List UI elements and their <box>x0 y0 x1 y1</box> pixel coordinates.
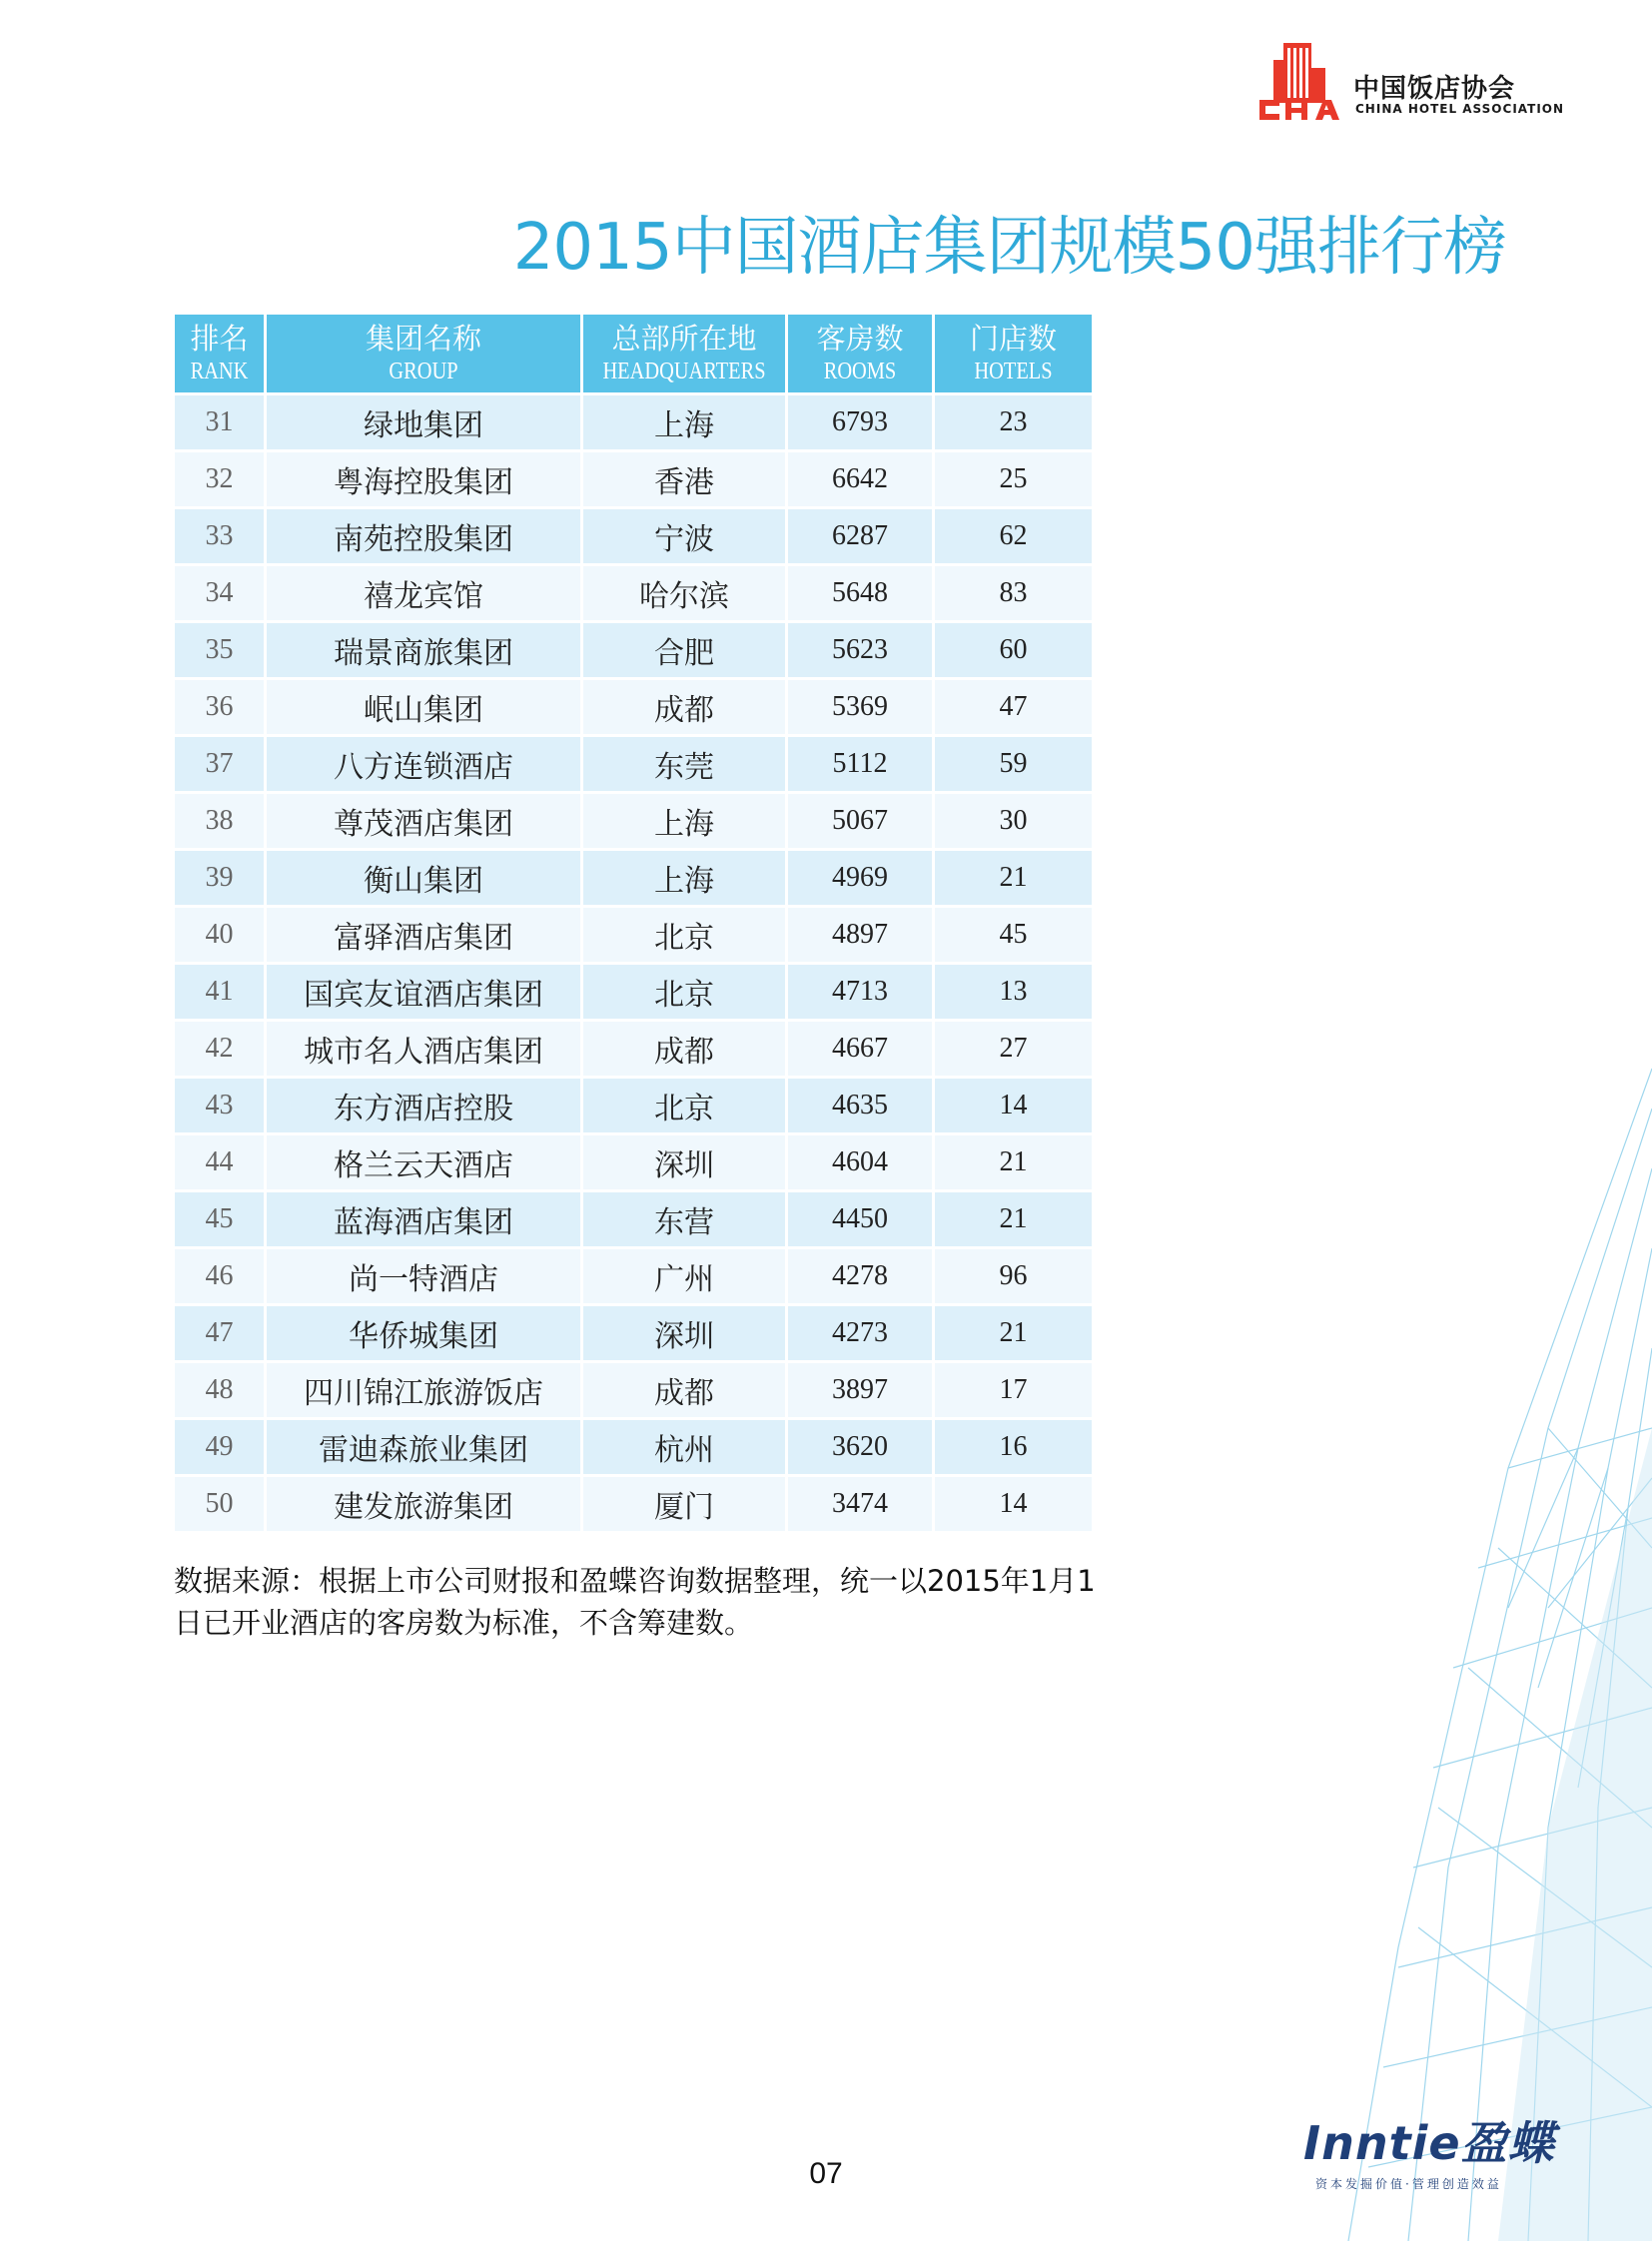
cell-rank: 46 <box>175 1249 264 1303</box>
cell-group: 绿地集团 <box>267 395 580 449</box>
cell-rank: 45 <box>175 1192 264 1246</box>
cell-rooms: 3897 <box>788 1363 932 1417</box>
cell-hotels: 30 <box>935 794 1092 848</box>
cell-headquarters: 上海 <box>583 851 785 905</box>
cell-rooms: 4635 <box>788 1079 932 1132</box>
cell-rank: 39 <box>175 851 264 905</box>
cell-group: 瑞景商旅集团 <box>267 623 580 677</box>
cell-rooms: 4450 <box>788 1192 932 1246</box>
cell-rank: 42 <box>175 1022 264 1076</box>
cell-hotels: 13 <box>935 965 1092 1019</box>
cell-group: 粤海控股集团 <box>267 452 580 506</box>
cell-group: 禧龙宾馆 <box>267 566 580 620</box>
cell-rank: 38 <box>175 794 264 848</box>
cell-headquarters: 上海 <box>583 395 785 449</box>
cell-headquarters: 成都 <box>583 1022 785 1076</box>
cell-rooms: 5648 <box>788 566 932 620</box>
cell-headquarters: 深圳 <box>583 1135 785 1189</box>
table-header-row <box>175 315 1092 392</box>
table-row <box>175 509 1092 563</box>
cell-group: 华侨城集团 <box>267 1306 580 1360</box>
cell-hotels: 59 <box>935 737 1092 791</box>
cell-rooms: 5369 <box>788 680 932 734</box>
building-illustration-icon <box>1248 1049 1652 2241</box>
cell-headquarters: 广州 <box>583 1249 785 1303</box>
cell-hotels: 21 <box>935 1192 1092 1246</box>
table-row <box>175 1420 1092 1474</box>
cell-rooms: 3620 <box>788 1420 932 1474</box>
cell-headquarters: 成都 <box>583 680 785 734</box>
cell-headquarters: 上海 <box>583 794 785 848</box>
cell-group: 八方连锁酒店 <box>267 737 580 791</box>
cell-group: 东方酒店控股 <box>267 1079 580 1132</box>
cell-rank: 31 <box>175 395 264 449</box>
cell-headquarters: 北京 <box>583 965 785 1019</box>
association-name-en: CHINA HOTEL ASSOCIATION <box>1355 102 1565 116</box>
table-row <box>175 395 1092 449</box>
cell-group: 尚一特酒店 <box>267 1249 580 1303</box>
table-row <box>175 1363 1092 1417</box>
cell-group: 建发旅游集团 <box>267 1477 580 1531</box>
table-row <box>175 737 1092 791</box>
cell-rooms: 4667 <box>788 1022 932 1076</box>
cell-rooms: 4278 <box>788 1249 932 1303</box>
cell-group: 岷山集团 <box>267 680 580 734</box>
header-group: 集团名称 GROUP <box>267 315 580 392</box>
header-rooms: 客房数 ROOMS <box>788 315 932 392</box>
table-row <box>175 965 1092 1019</box>
cell-hotels: 16 <box>935 1420 1092 1474</box>
cell-rank: 44 <box>175 1135 264 1189</box>
brand-name: Inntie盈蝶 <box>1303 2116 1555 2170</box>
cell-headquarters: 哈尔滨 <box>583 566 785 620</box>
table-row <box>175 1135 1092 1189</box>
table-row <box>175 1477 1092 1531</box>
cell-rank: 48 <box>175 1363 264 1417</box>
cell-hotels: 14 <box>935 1079 1092 1132</box>
cell-headquarters: 东莞 <box>583 737 785 791</box>
cell-rooms: 6287 <box>788 509 932 563</box>
cell-hotels: 14 <box>935 1477 1092 1531</box>
cell-rooms: 6793 <box>788 395 932 449</box>
cell-hotels: 96 <box>935 1249 1092 1303</box>
table-row <box>175 1249 1092 1303</box>
cell-rank: 34 <box>175 566 264 620</box>
cell-group: 国宾友谊酒店集团 <box>267 965 580 1019</box>
ranking-table <box>172 312 1095 1534</box>
cell-rooms: 5067 <box>788 794 932 848</box>
cell-headquarters: 合肥 <box>583 623 785 677</box>
cell-group: 四川锦江旅游饭店 <box>267 1363 580 1417</box>
table-row <box>175 1022 1092 1076</box>
cell-headquarters: 北京 <box>583 908 785 962</box>
cell-hotels: 83 <box>935 566 1092 620</box>
cell-rooms: 4273 <box>788 1306 932 1360</box>
cell-hotels: 21 <box>935 1135 1092 1189</box>
cell-rank: 35 <box>175 623 264 677</box>
cell-rooms: 4969 <box>788 851 932 905</box>
cell-hotels: 60 <box>935 623 1092 677</box>
page-title: 2015中国酒店集团规模50强排行榜 <box>512 211 1506 285</box>
cell-hotels: 21 <box>935 851 1092 905</box>
cell-headquarters: 香港 <box>583 452 785 506</box>
table-row <box>175 1306 1092 1360</box>
cell-hotels: 23 <box>935 395 1092 449</box>
header-rank: 排名 RANK <box>175 315 264 392</box>
cell-headquarters: 东营 <box>583 1192 785 1246</box>
cell-group: 尊茂酒店集团 <box>267 794 580 848</box>
cell-group: 衡山集团 <box>267 851 580 905</box>
header-headquarters: 总部所在地 HEADQUARTERS <box>583 315 785 392</box>
cell-headquarters: 北京 <box>583 1079 785 1132</box>
cell-hotels: 45 <box>935 908 1092 962</box>
cell-group: 雷迪森旅业集团 <box>267 1420 580 1474</box>
cell-rank: 43 <box>175 1079 264 1132</box>
brand-slogan: 资本发掘价值·管理创造效益 <box>1315 2177 1502 2191</box>
cell-headquarters: 杭州 <box>583 1420 785 1474</box>
cell-rooms: 5623 <box>788 623 932 677</box>
cell-hotels: 21 <box>935 1306 1092 1360</box>
table-row <box>175 680 1092 734</box>
header-hotels: 门店数 HOTELS <box>935 315 1092 392</box>
table-row <box>175 1192 1092 1246</box>
table-row <box>175 566 1092 620</box>
cell-group: 格兰云天酒店 <box>267 1135 580 1189</box>
table-row <box>175 452 1092 506</box>
cell-rooms: 4604 <box>788 1135 932 1189</box>
cell-headquarters: 成都 <box>583 1363 785 1417</box>
table-row <box>175 794 1092 848</box>
association-name-cn: 中国饭店协会 <box>1353 74 1516 104</box>
cell-hotels: 25 <box>935 452 1092 506</box>
cell-rank: 49 <box>175 1420 264 1474</box>
page-number: 07 <box>809 2157 843 2190</box>
cell-hotels: 17 <box>935 1363 1092 1417</box>
cell-rank: 50 <box>175 1477 264 1531</box>
table-row <box>175 908 1092 962</box>
inntie-brand-logo <box>1303 2107 1563 2192</box>
table-row <box>175 623 1092 677</box>
cell-rank: 36 <box>175 680 264 734</box>
cell-group: 南苑控股集团 <box>267 509 580 563</box>
cell-rooms: 6642 <box>788 452 932 506</box>
cell-rooms: 5112 <box>788 737 932 791</box>
table-row <box>175 1079 1092 1132</box>
cell-headquarters: 宁波 <box>583 509 785 563</box>
table-row <box>175 851 1092 905</box>
cell-group: 蓝海酒店集团 <box>267 1192 580 1246</box>
building-logo-icon <box>1253 38 1353 128</box>
cha-logo <box>1253 38 1573 128</box>
data-source-note: 数据来源：根据上市公司财报和盈蝶咨询数据整理，统一以2015年1月1日已开业酒店的客房数为标准，不含筹建数。 <box>174 1564 1096 1640</box>
cell-hotels: 47 <box>935 680 1092 734</box>
table-body <box>175 395 1092 1531</box>
cell-headquarters: 厦门 <box>583 1477 785 1531</box>
cell-rank: 32 <box>175 452 264 506</box>
cell-rooms: 4897 <box>788 908 932 962</box>
cell-group: 城市名人酒店集团 <box>267 1022 580 1076</box>
cell-hotels: 27 <box>935 1022 1092 1076</box>
cell-rooms: 3474 <box>788 1477 932 1531</box>
cell-rank: 40 <box>175 908 264 962</box>
cell-rank: 41 <box>175 965 264 1019</box>
cell-group: 富驿酒店集团 <box>267 908 580 962</box>
cell-rank: 37 <box>175 737 264 791</box>
cell-rooms: 4713 <box>788 965 932 1019</box>
cell-hotels: 62 <box>935 509 1092 563</box>
cell-rank: 33 <box>175 509 264 563</box>
cell-rank: 47 <box>175 1306 264 1360</box>
cell-headquarters: 深圳 <box>583 1306 785 1360</box>
